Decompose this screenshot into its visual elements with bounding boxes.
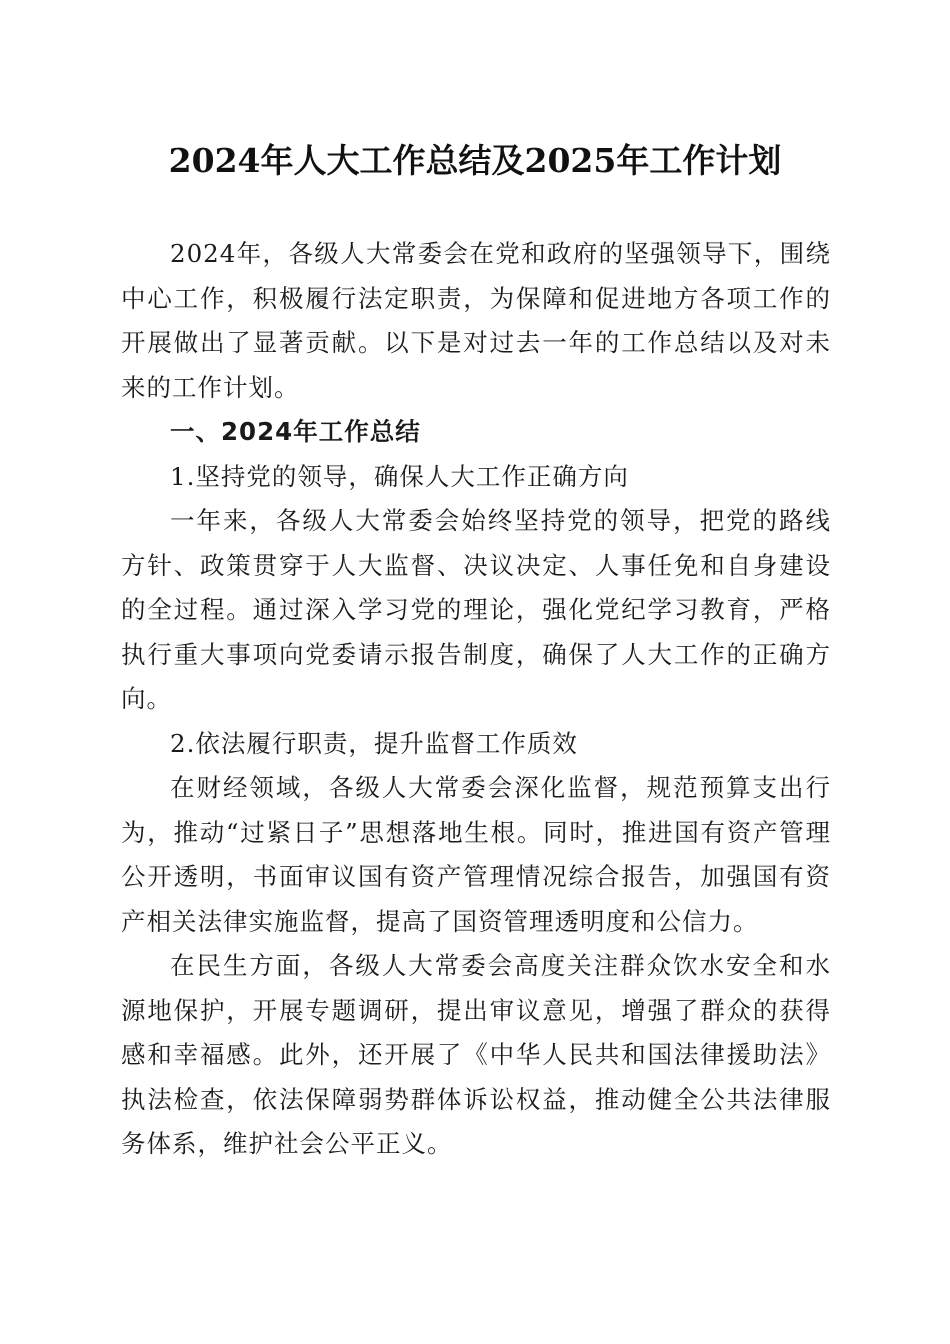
body-paragraph: 在财经领域，各级人大常委会深化监督，规范预算支出行为，推动“过紧日子”思想落地生根。同时，推进国有资产管理公开透明，书面审议国有资产管理情况综合报告，加强国有资产相关法律实施监督，提高了国资管理透明度和公信力。: [121, 773, 831, 936]
document-title: 2024年人大工作总结及2025年工作计划: [168, 141, 782, 180]
subsection-heading: 2.依法履行职责，提升监督工作质效: [170, 728, 578, 758]
intro-paragraph: 2024年，各级人大常委会在党和政府的坚强领导下，围绕中心工作，积极履行法定职责，为保障和促进地方各项工作的开展做出了显著贡献。以下是对过去一年的工作总结以及对未来的工作计划。: [121, 239, 831, 402]
section-heading: 一、2024年工作总结: [170, 417, 421, 446]
body-paragraph: 一年来，各级人大常委会始终坚持党的领导，把党的路线方针、政策贯穿于人大监督、决议决定、人事任免和自身建设的全过程。通过深入学习党的理论，强化党纪学习教育，严格执行重大事项向党委请示报告制度，确保了人大工作的正确方向。: [121, 506, 831, 713]
subsection-heading: 1.坚持党的领导，确保人大工作正确方向: [170, 461, 629, 491]
body-paragraph: 在民生方面，各级人大常委会高度关注群众饮水安全和水源地保护，开展专题调研，提出审议意见，增强了群众的获得感和幸福感。此外，还开展了《中华人民共和国法律援助法》执法检查，依法保障弱势群体诉讼权益，推动健全公共法律服务体系，维护社会公平正义。: [121, 951, 831, 1158]
document-body: [121, 232, 831, 1167]
